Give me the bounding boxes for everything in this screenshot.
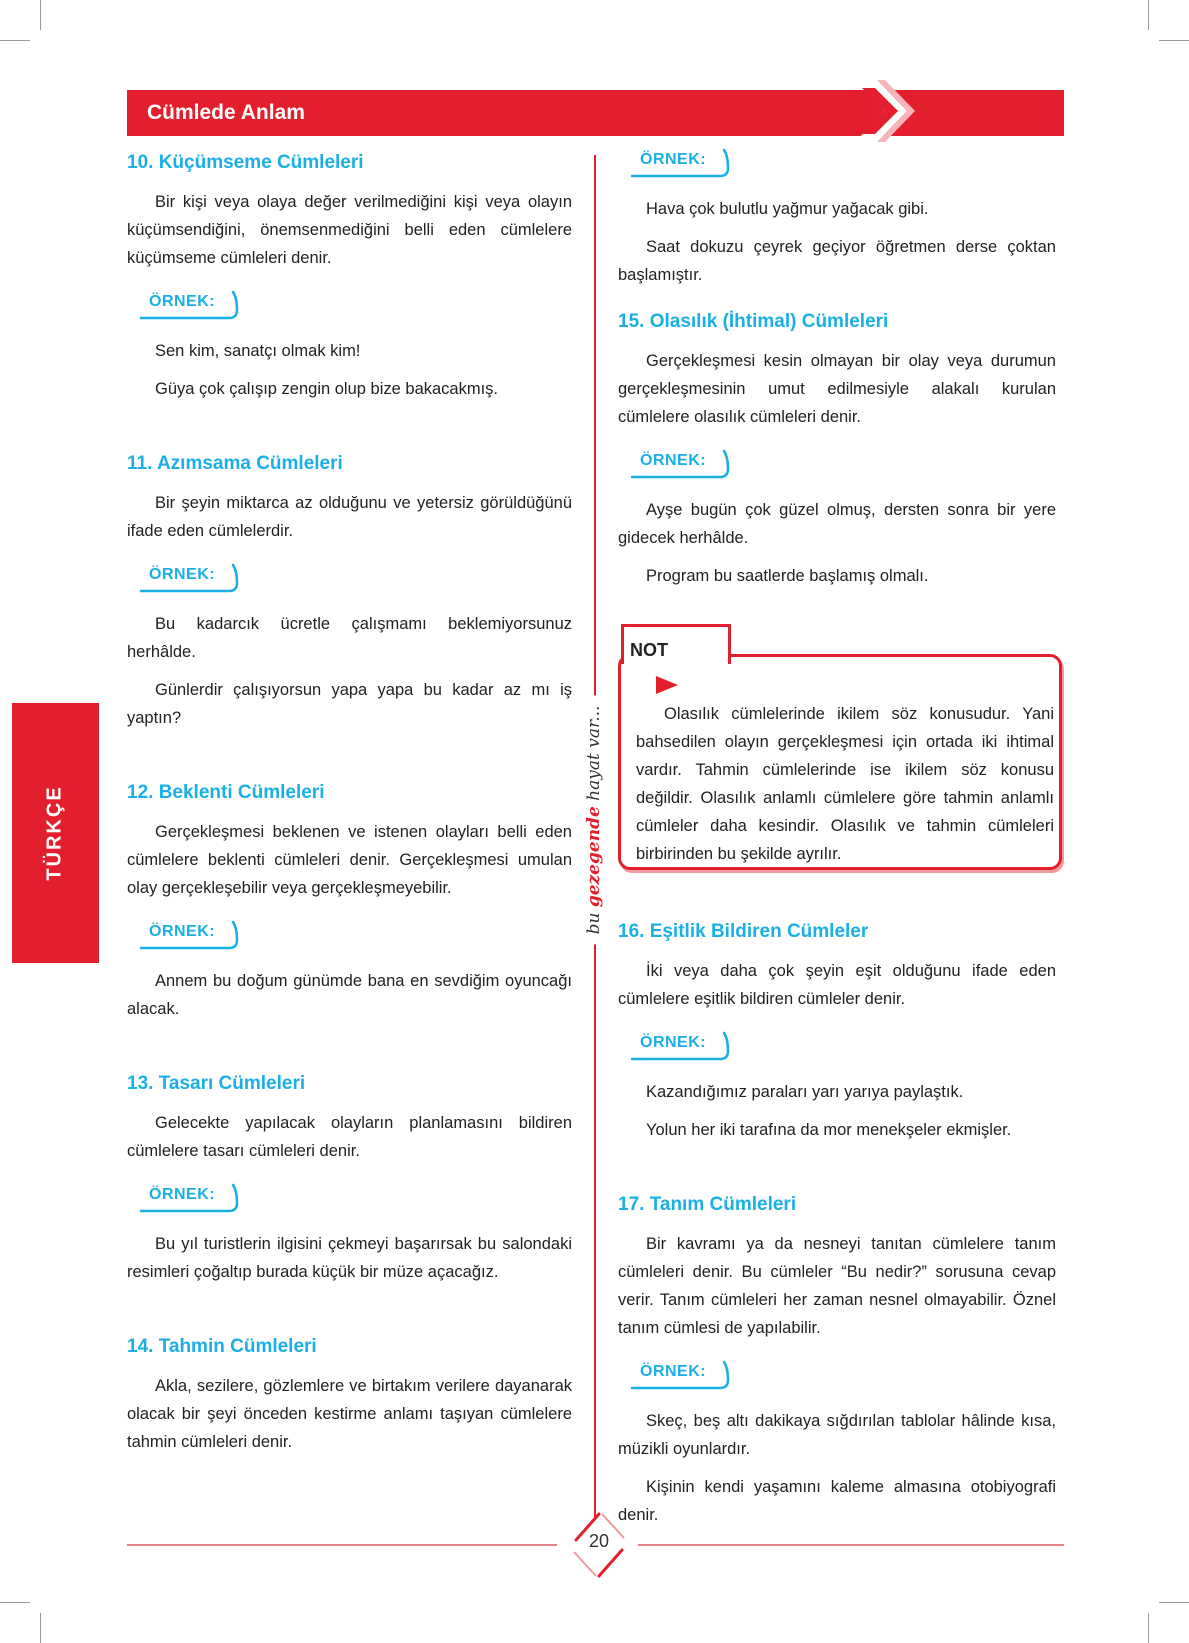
example-sentence: Annem bu doğum günümde bana en sevdiğim oyuncağı alacak. bbox=[127, 972, 572, 1018]
section-heading: 12. Beklenti Cümleleri bbox=[127, 782, 325, 803]
crop-mark bbox=[1148, 0, 1149, 30]
section-heading: 15. Olasılık (İhtimal) Cümleleri bbox=[618, 311, 889, 332]
crop-mark bbox=[40, 1613, 41, 1643]
footer-rule-left bbox=[127, 1544, 557, 1546]
example-label bbox=[628, 148, 732, 180]
section-definition: Bir kişi veya olaya değer verilmediğini kişi veya olayın küçümsendiğini, önemsenmediğini belli eden cümlelere küçümseme cümleleri denir. bbox=[127, 193, 572, 267]
section-definition: Akla, sezilere, gözlemlere ve birtakım verilere dayanarak olacak bir şeyi önceden kestirme anlamı taşıyan cümlelere tahmin cümleleri denir. bbox=[127, 1377, 572, 1451]
example-sentence: Sen kim, sanatçı olmak kim! bbox=[155, 342, 361, 360]
example-label-text: ÖRNEK: bbox=[640, 1034, 707, 1051]
example-label-text: ÖRNEK: bbox=[640, 151, 707, 168]
example-label-text: ÖRNEK: bbox=[149, 923, 216, 940]
page-number: 20 bbox=[588, 1531, 610, 1551]
example-label-text: ÖRNEK: bbox=[149, 293, 216, 310]
triangle-pointer-icon bbox=[656, 676, 678, 694]
example-label bbox=[137, 290, 241, 322]
example-label-text: ÖRNEK: bbox=[640, 452, 707, 469]
crop-mark bbox=[40, 0, 41, 30]
example-sentence: Program bu saatlerde başlamış olmalı. bbox=[646, 567, 929, 585]
section-heading: 16. Eşitlik Bildiren Cümleler bbox=[618, 921, 869, 942]
section-definition: Gerçekleşmesi beklenen ve istenen olayları belli eden cümlelere beklenti cümleleri denir. Gerçekleşmesi umulan olay gerçekleşebilir veya gerçekleşmeyebilir. bbox=[127, 823, 572, 897]
example-label bbox=[137, 1183, 241, 1215]
crop-mark bbox=[1159, 40, 1189, 41]
crop-mark bbox=[1159, 1602, 1189, 1603]
footer-rule-right bbox=[638, 1544, 1064, 1546]
right-column-bottom bbox=[618, 917, 1056, 1529]
example-sentence: Günlerdir çalışıyorsun yapa yapa bu kadar az mı iş yaptın? bbox=[127, 681, 572, 727]
crop-mark bbox=[0, 40, 30, 41]
example-label-text: ÖRNEK: bbox=[149, 1186, 216, 1203]
example-label bbox=[137, 563, 241, 595]
example-sentence: Bu kadarcık ücretle çalışmamı beklemiyorsunuz herhâlde. bbox=[127, 615, 572, 661]
note-label: NOT bbox=[630, 640, 668, 660]
example-sentence: Kişinin kendi yaşamını kaleme almasına otobiyografi denir. bbox=[618, 1478, 1056, 1524]
slogan bbox=[584, 696, 604, 945]
example-label-text: ÖRNEK: bbox=[640, 1363, 707, 1380]
example-sentence: Hava çok bulutlu yağmur yağacak gibi. bbox=[646, 200, 929, 218]
example-sentence: Skeç, beş altı dakikaya sığdırılan tablolar hâlinde kısa, müzikli oyunlardır. bbox=[618, 1412, 1056, 1458]
example-label bbox=[628, 449, 732, 481]
example-sentence: Saat dokuzu çeyrek geçiyor öğretmen derse çoktan başlamıştır. bbox=[618, 238, 1056, 284]
page-title: Cümlede Anlam bbox=[147, 101, 305, 124]
section-definition: Bir kavramı ya da nesneyi tanıtan cümlelere tanım cümleleri denir. Bu cümleler “Bu nedir?” sorusuna cevap verir. Tanım cümleleri her zaman nesnel olmayabilir. Öznel tanım cümlesi de yapılabilir. bbox=[618, 1235, 1056, 1337]
slogan-prefix: bu bbox=[584, 907, 604, 935]
section-definition: Gelecekte yapılacak olayların planlamasını bildiren cümlelere tasarı cümleleri denir. bbox=[127, 1114, 572, 1160]
example-label bbox=[628, 1360, 732, 1392]
example-sentence: Ayşe bugün çok güzel olmuş, dersten sonra bir yere gidecek herhâlde. bbox=[618, 501, 1056, 547]
note-text: Olasılık cümlelerinde ikilem söz konusudur. Yani bahsedilen olayın gerçekleşmesi için ortada iki ihtimal vardır. Tahmin cümlelerinde ise ikilem söz konusu değildir. Olasılık anlamlı cümlelere göre tahmin anlamlı cümleler daha kesindir. Olasılık ve tahmin cümleleri birbirinden bu şekilde ayrılır. bbox=[636, 705, 1054, 863]
section-definition: İki veya daha çok şeyin eşit olduğunu ifade eden cümlelere eşitlik bildiren cümleler denir. bbox=[618, 962, 1056, 1008]
section-heading: 10. Küçümseme Cümleleri bbox=[127, 152, 364, 173]
crop-mark bbox=[0, 1602, 30, 1603]
example-label-text: ÖRNEK: bbox=[149, 566, 216, 583]
subject-side-label: TÜRKÇE bbox=[43, 785, 66, 881]
section-heading: 14. Tahmin Cümleleri bbox=[127, 1336, 317, 1357]
slogan-highlight: gezegende bbox=[584, 806, 604, 908]
section-heading: 17. Tanım Cümleleri bbox=[618, 1194, 797, 1215]
section-definition: Bir şeyin miktarca az olduğunu ve yetersiz görüldüğünü ifade eden cümlelerdir. bbox=[127, 494, 572, 540]
section-definition: Gerçekleşmesi kesin olmayan bir olay veya durumun gerçekleşmesinin umut edilmesiyle alakalı kurulan cümlelere olasılık cümleleri denir. bbox=[618, 352, 1056, 426]
example-sentence: Bu yıl turistlerin ilgisini çekmeyi başarırsak bu salondaki resimleri çoğaltıp burada küçük bir müze açacağız. bbox=[127, 1235, 572, 1281]
example-label bbox=[628, 1031, 732, 1063]
section-heading: 11. Azımsama Cümleleri bbox=[127, 453, 343, 474]
right-column-top bbox=[618, 148, 1056, 590]
example-sentence: Kazandığımız paraları yarı yarıya paylaştık. bbox=[646, 1083, 964, 1101]
chevron-right-icon bbox=[855, 80, 915, 142]
left-column bbox=[127, 148, 572, 1456]
example-sentence: Yolun her iki tarafına da mor menekşeler ekmişler. bbox=[646, 1121, 1012, 1139]
example-sentence: Güya çok çalışıp zengin olup bize bakacakmış. bbox=[155, 380, 499, 398]
slogan-suffix: hayat var... bbox=[584, 705, 604, 807]
crop-mark bbox=[1148, 1613, 1149, 1643]
section-heading: 13. Tasarı Cümleleri bbox=[127, 1073, 306, 1094]
example-label bbox=[137, 920, 241, 952]
